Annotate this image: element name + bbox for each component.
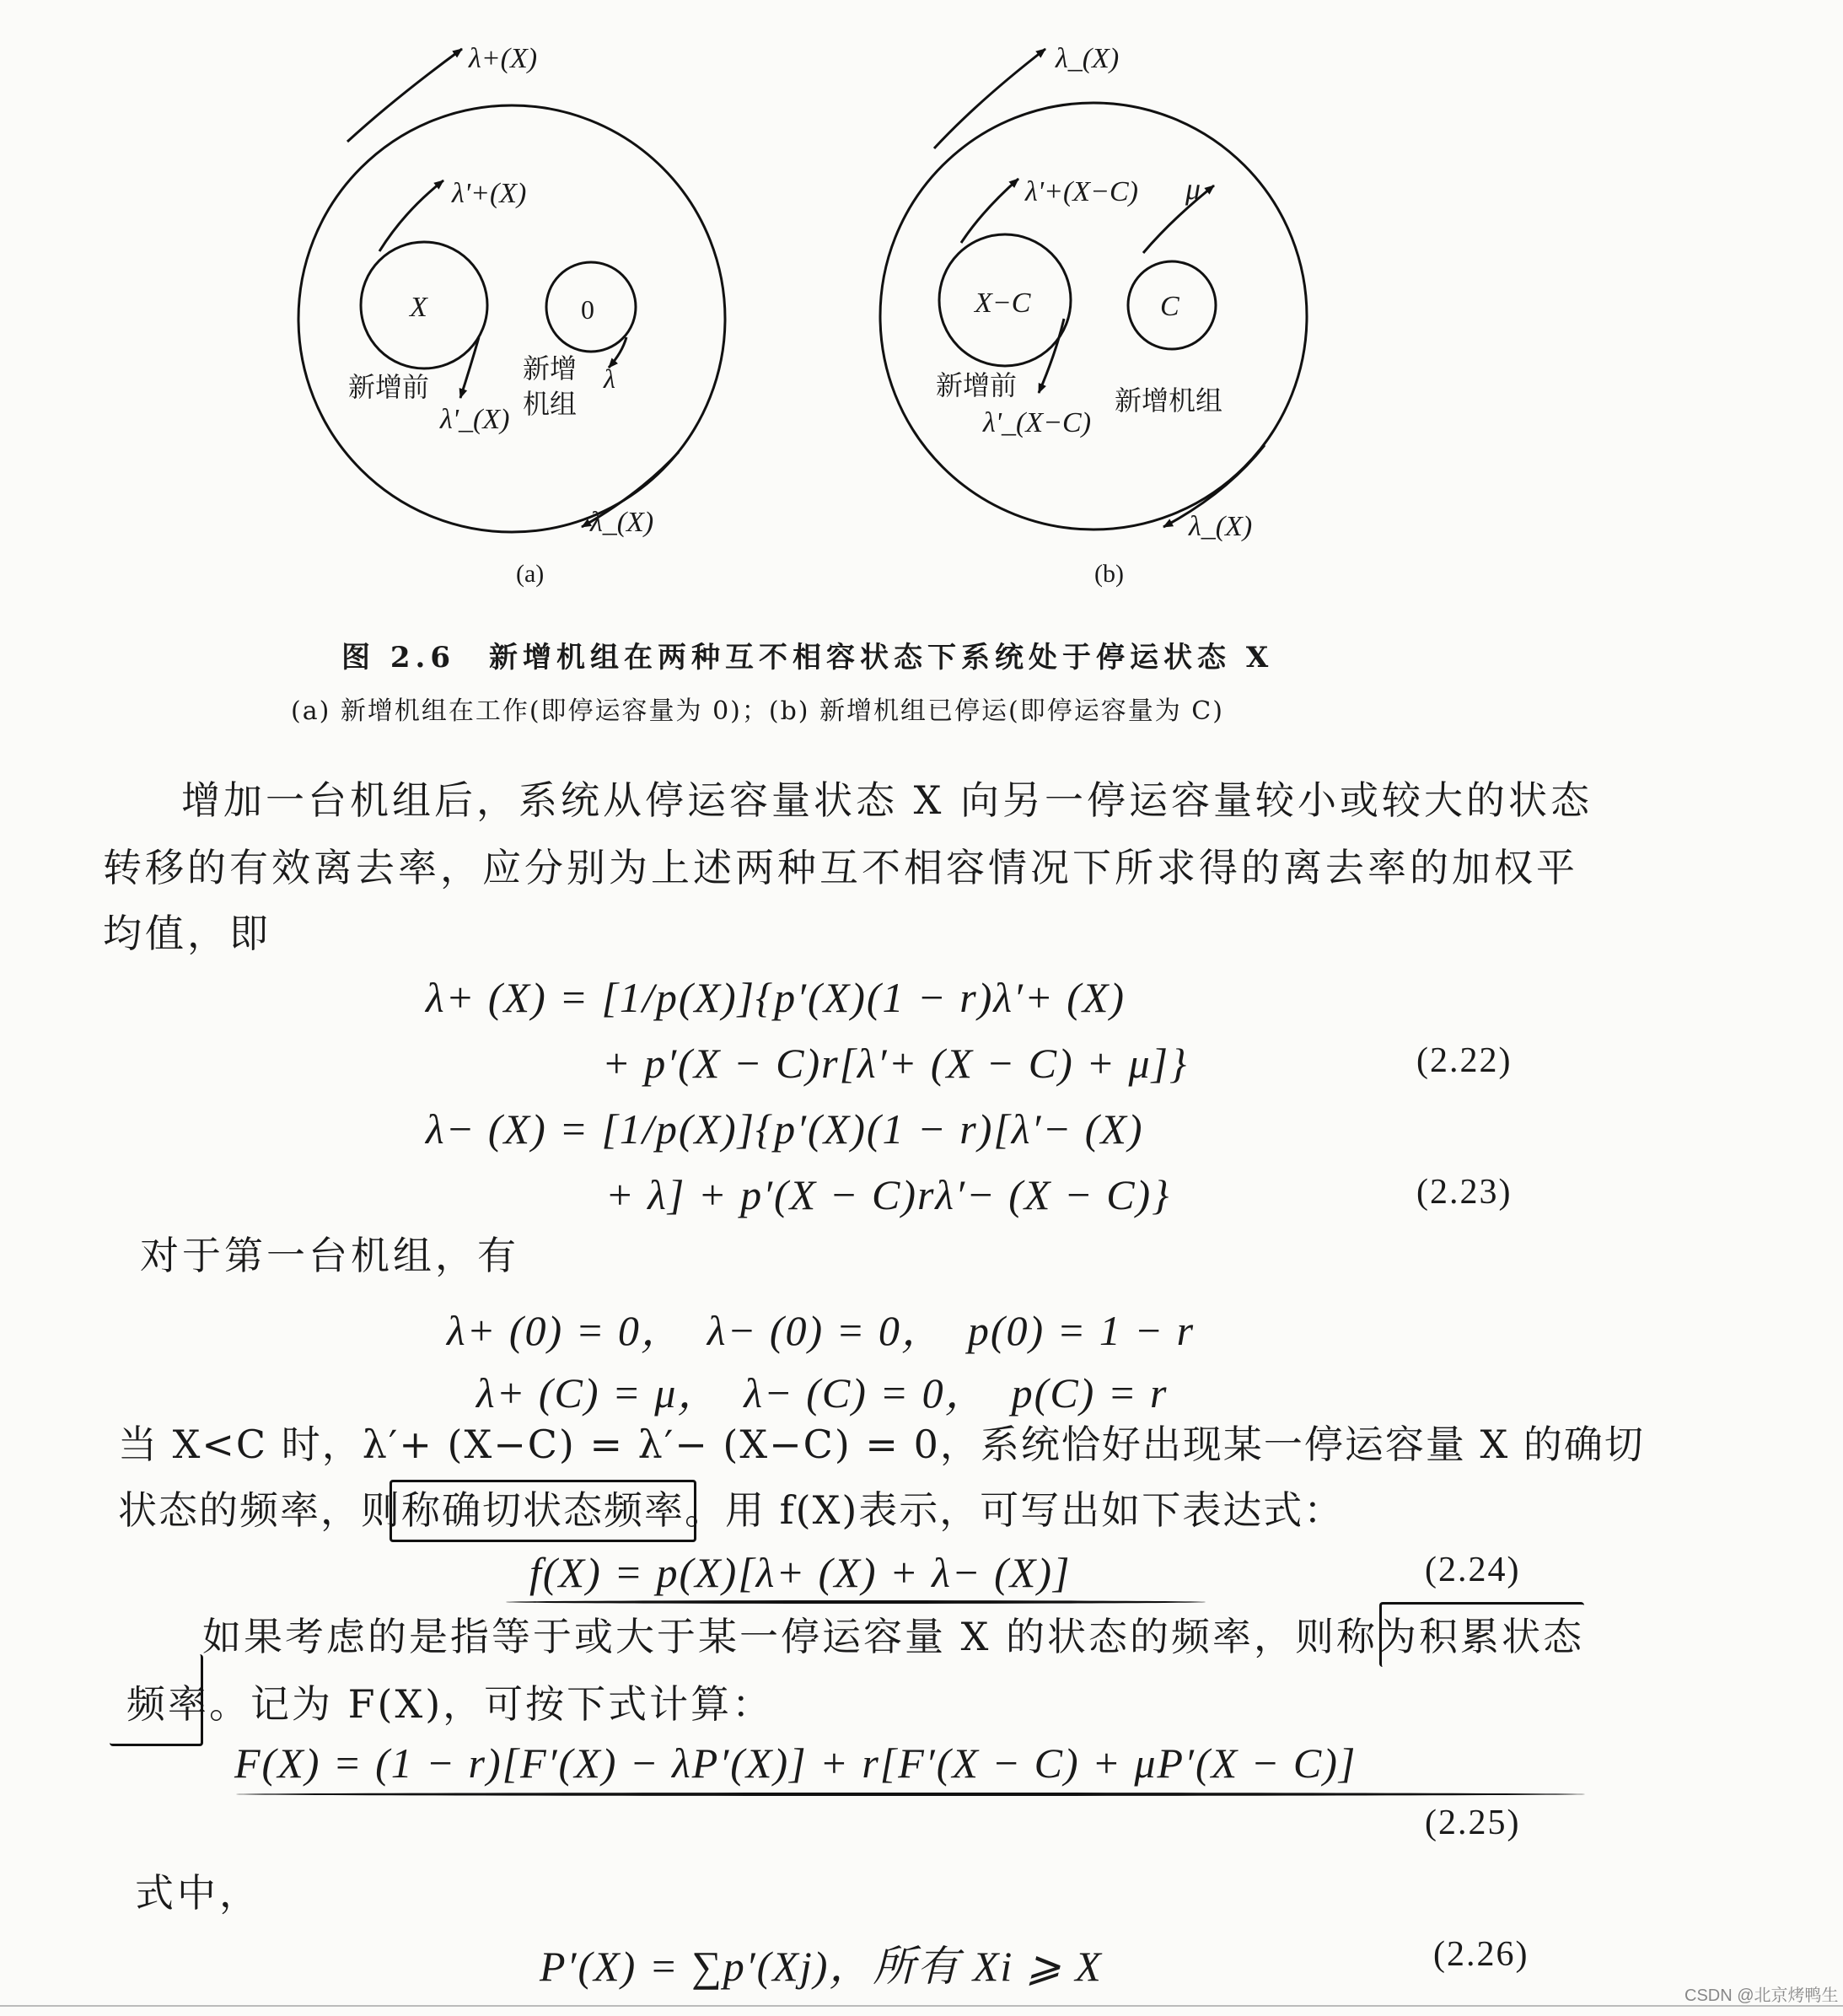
label-inner-down-b: λ'_(X−C): [983, 407, 1092, 438]
panel-label-a: (a): [516, 560, 545, 588]
highlight-box-exact-frequency: [390, 1480, 696, 1542]
equation-2-22-number: (2.22): [1416, 1041, 1513, 1080]
arrow-inner-down-a: [460, 337, 479, 398]
term-cumulative-state: 积累状态: [1419, 1614, 1584, 1659]
label-mu-b: μ: [1185, 172, 1201, 206]
label-inner-up-b: λ'+(X−C): [1025, 176, 1138, 207]
paragraph-1-line-2: 转移的有效离去率，应分别为上述两种互不相容情况下所求得的离去率的加权平: [103, 845, 1578, 890]
label-before-a: 新增前: [348, 371, 430, 403]
arrow-mu-b: [1143, 185, 1214, 253]
panel-a: [298, 43, 725, 588]
term-frequency: 频率: [126, 1681, 209, 1727]
initial-conditions-line-2: λ+ (C) = μ， λ− (C) = 0， p(C) = r: [476, 1369, 1169, 1417]
equation-2-23-line-1: λ− (X) = [1/p(X)]{p′(X)(1 − r)[λ′− (X): [426, 1105, 1144, 1153]
label-inner-down-a: λ'_(X): [440, 404, 510, 435]
p3-text-after: 。记为 F(X)，可按下式计算：: [209, 1681, 774, 1727]
label-circle-c-b: C: [1160, 291, 1179, 322]
label-new-unit-2-a: 机组: [523, 388, 578, 420]
bottom-rule: [0, 2005, 1843, 2007]
arrow-inner-up-b: [961, 179, 1018, 243]
highlight-box-frequency: [110, 1654, 203, 1746]
equation-2-25: F(X) = (1 − r)[F′(X) − λP′(X)] + r[F′(X − C) + μP′(X − C)]: [234, 1739, 1357, 1787]
highlight-box-cumulative: [1379, 1602, 1584, 1667]
label-before-b: 新增前: [936, 369, 1018, 401]
watermark: CSDN @北京烤鸭生: [1684, 1986, 1839, 2005]
p3-text-before: 如果考虑的是指等于或大于某一停运容量 X 的状态的频率，则称为: [202, 1614, 1419, 1659]
paragraph-3-line-2: [126, 1681, 774, 1727]
equation-2-24-number: (2.24): [1425, 1551, 1521, 1589]
arrow-inner-down-b: [1039, 319, 1064, 393]
arrow-outer-up-a: [347, 49, 462, 142]
equation-2-23-line-2: + λ] + p′(X − C)rλ′− (X − C)}: [605, 1171, 1171, 1218]
equation-2-23-number: (2.23): [1416, 1173, 1513, 1212]
label-outer-down-a: λ_(X): [590, 507, 654, 538]
paragraph-1-line-1: 增加一台机组后，系统从停运容量状态 X 向另一停运容量较小或较大的状态: [181, 777, 1593, 823]
panel-b: [880, 43, 1307, 588]
label-outer-up-b: λ_(X): [1056, 43, 1120, 74]
p2-text-before: 状态的频率，则称: [118, 1487, 442, 1533]
outer-circle-b: [880, 103, 1307, 530]
label-outer-down-b: λ_(X): [1189, 511, 1253, 542]
arrow-inner-up-a: [379, 180, 443, 251]
label-new-unit-rate-a: λ: [604, 363, 615, 394]
label-circle-xc-b: X−C: [975, 288, 1031, 319]
panel-label-b: (b): [1094, 560, 1124, 588]
p2-text-after: 。用 f(X)表示，可写出如下表达式：: [685, 1487, 1345, 1533]
term-exact-state-frequency: 确切状态频率: [442, 1487, 685, 1533]
arrow-outer-up-b: [934, 49, 1045, 148]
label-circle-0-a: 0: [581, 294, 594, 325]
figure-caption-title: 图 2.6 新增机组在两种互不相容状态下系统处于停运状态 X: [341, 641, 1274, 675]
underline-eq-2-25: [236, 1793, 1585, 1796]
paragraph-2-line-1: 当 X<C 时，λ′+ (X−C) = λ′− (X−C) = 0，系统恰好出现某一停运容量 X 的确切: [118, 1422, 1645, 1467]
label-new-unit-b: 新增机组: [1115, 384, 1223, 417]
equation-2-22-line-1: λ+ (X) = [1/p(X)]{p′(X)(1 − r)λ′+ (X): [426, 974, 1126, 1021]
label-outer-up-a: λ+(X): [469, 43, 538, 74]
paragraph-1-line-3: 均值，即: [103, 911, 271, 956]
underline-eq-2-24: [506, 1600, 1206, 1604]
label-inner-up-a: λ'+(X): [452, 178, 527, 209]
label-circle-x-a: X: [410, 292, 427, 323]
equation-2-26-number: (2.26): [1433, 1935, 1529, 1974]
label-new-unit-1-a: 新增: [523, 352, 578, 384]
equation-2-26: P′(X) = ∑p′(Xj)，所有 Xi ⩾ X: [540, 1943, 1103, 1990]
figure-diagram: [0, 0, 1843, 607]
figure-caption-sub: (a) 新增机组在工作(即停运容量为 0)；(b) 新增机组已停运(即停运容量为 C): [291, 696, 1224, 726]
equation-2-25-number: (2.25): [1425, 1804, 1521, 1842]
equation-2-24: f(X) = p(X)[λ+ (X) + λ− (X)]: [529, 1549, 1072, 1596]
initial-conditions-line-1: λ+ (0) = 0， λ− (0) = 0， p(0) = 1 − r: [447, 1307, 1196, 1354]
equation-2-22-line-2: + p′(X − C)r[λ′+ (X − C) + μ]}: [602, 1040, 1189, 1087]
where-text: 式中，: [135, 1870, 261, 1916]
paragraph-3-line-1: [202, 1614, 1584, 1659]
first-unit-text: 对于第一台机组，有: [140, 1233, 519, 1278]
paragraph-2-line-2: [118, 1487, 1345, 1533]
